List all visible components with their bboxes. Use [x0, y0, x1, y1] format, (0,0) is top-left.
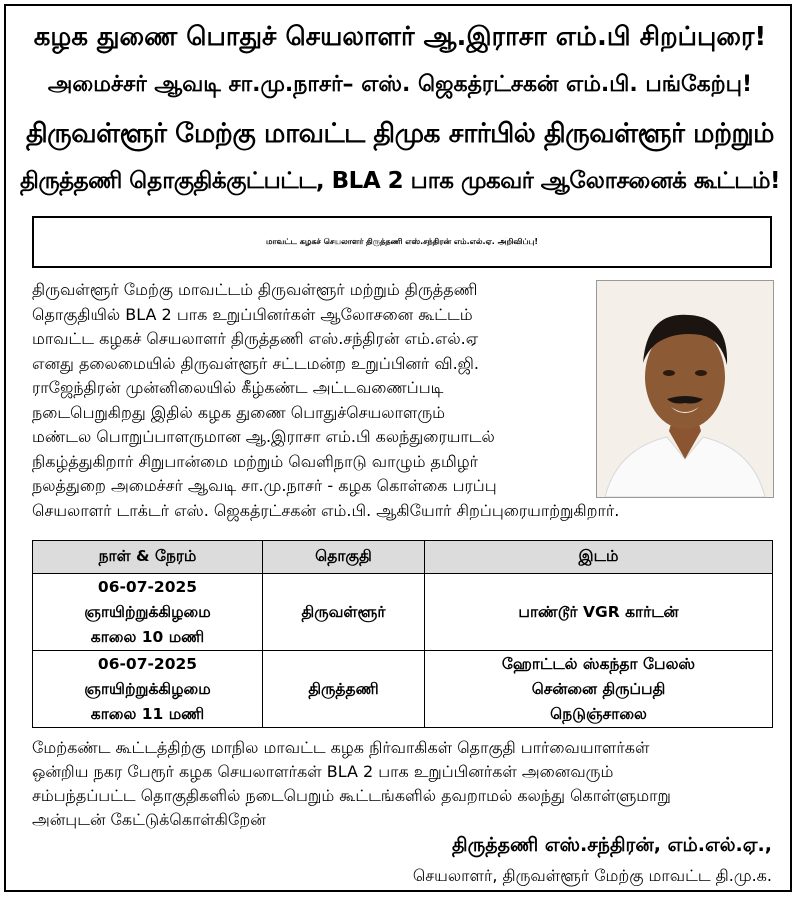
date-time-cell: [33, 651, 263, 728]
table-row: [33, 574, 773, 651]
paragraph-line: நடைபெறுகிறது இதில் கழக துணை பொதுச்செயலாளரும்: [32, 402, 446, 422]
schedule-table: [32, 540, 773, 728]
headline-2: அமைச்சர் ஆவடி சா.மு.நாசர்– எஸ். ஜெகத்ரட்சகன் எம்.பி. பங்கேற்பு!: [47, 72, 753, 97]
venue-line: பாண்டூர் VGR கார்டன்: [518, 602, 679, 621]
paragraph-line: ராஜேந்திரன் முன்னிலையில் கீழ்கண்ட அட்டவணைப்படி: [32, 378, 444, 397]
venue-cell: [425, 651, 773, 728]
column-header: தொகுதி: [263, 541, 425, 574]
venue-line: ஹோட்டல் ஸ்கந்தா பேலஸ்: [501, 654, 696, 673]
paragraph-line: திருவள்ளூர் மேற்கு மாவட்டம் திருவள்ளூர் மற்றும் திருத்தணி: [32, 280, 478, 299]
paragraph-line: தொகுதியில் BLA 2 பாக உறுப்பினர்கள் ஆலோசனை கூட்டம்: [32, 304, 473, 324]
closing-line: அன்புடன் கேட்டுக்கொள்கிறேன்: [32, 810, 266, 829]
paragraph-line: மாவட்ட கழகச் செயலாளர் திருத்தணி எஸ்.சந்திரன் எம்.எல்.ஏ: [32, 329, 479, 348]
paragraph-line: நலத்துறை அமைச்சர் ஆவடி சா.மு.நாசர் - கழக கொள்கை பரப்பு: [32, 476, 497, 495]
portrait-illustration: [597, 281, 773, 497]
closing-line: சம்பந்தப்பட்ட தொகுதிகளில் நடைபெறும் கூட்டங்களில் தவறாமல் கலந்து கொள்ளுமாறு: [32, 786, 671, 805]
body-paragraph: [32, 278, 620, 523]
day: ஞாயிற்றுக்கிழமை: [84, 602, 211, 621]
closing-line: ஒன்றிய நகர பேரூர் கழக செயலாளர்கள் BLA 2 பாக உறுப்பினர்கள் அனைவரும்: [32, 762, 614, 781]
signatory-name: திருத்தணி எஸ்.சந்திரன், எம்.எல்.ஏ.,: [452, 834, 772, 856]
venue-line: நெடுஞ்சாலை: [550, 704, 647, 723]
paragraph-line: எனது தலைமையில் திருவள்ளூர் சட்டமன்ற உறுப்பினர் வி.ஜி.: [32, 353, 480, 373]
time: காலை 11 மணி: [90, 704, 205, 723]
portrait-photo: [596, 280, 774, 498]
venue-line: சென்னை திருப்பதி: [531, 679, 666, 698]
paragraph-line: மண்டல பொறுப்பாளருமான ஆ.இராசா எம்.பி கலந்துரையாடல்: [32, 427, 495, 446]
closing-line: மேற்கண்ட கூட்டத்திற்கு மாநில மாவட்ட கழக நிர்வாகிகள் தொகுதி பார்வையாளர்கள்: [32, 738, 650, 757]
headline-1: கழக துணை பொதுச் செயலாளர் ஆ.இராசா எம்.பி சிறப்புரை!: [33, 22, 767, 52]
headline-4: திருத்தணி தொகுதிக்குட்பட்ட, BLA 2 பாக முகவர் ஆலோசனைக் கூட்டம்!: [19, 168, 781, 194]
paragraph-line: நிகழ்த்துகிறார் சிறுபான்மை மற்றும் வெளிநாடு வாழும் தமிழர்: [32, 451, 478, 471]
constituency-cell: திருத்தணி: [263, 651, 425, 728]
announcement-box: மாவட்ட கழகச் செயலாளர் திருத்தணி எஸ்.சந்திரன் எம்.எல்.ஏ. அறிவிப்பு!: [32, 216, 772, 268]
date: 06-07-2025: [97, 654, 198, 673]
time: காலை 10 மணி: [90, 627, 205, 646]
table-header-row: [33, 541, 773, 574]
signatory-title: செயலாளர், திருவள்ளூர் மேற்கு மாவட்ட தி.மு.க.: [412, 866, 772, 885]
column-header: இடம்: [425, 541, 773, 574]
date: 06-07-2025: [97, 577, 198, 596]
column-header: நாள் & நேரம்: [33, 541, 263, 574]
closing-paragraph: [32, 736, 772, 832]
paragraph-line: செயலாளர் டாக்டர் எஸ். ஜெகத்ரட்சகன் எம்.பி. ஆகியோர் சிறப்புரையாற்றுகிறார்.: [32, 500, 620, 520]
headline-3: திருவள்ளூர் மேற்கு மாவட்ட திமுக சார்பில் திருவள்ளூர் மற்றும்: [25, 118, 775, 149]
table-row: [33, 651, 773, 728]
constituency-cell: திருவள்ளூர்: [263, 574, 425, 651]
venue-cell: [425, 574, 773, 651]
date-time-cell: [33, 574, 263, 651]
day: ஞாயிற்றுக்கிழமை: [84, 679, 211, 698]
